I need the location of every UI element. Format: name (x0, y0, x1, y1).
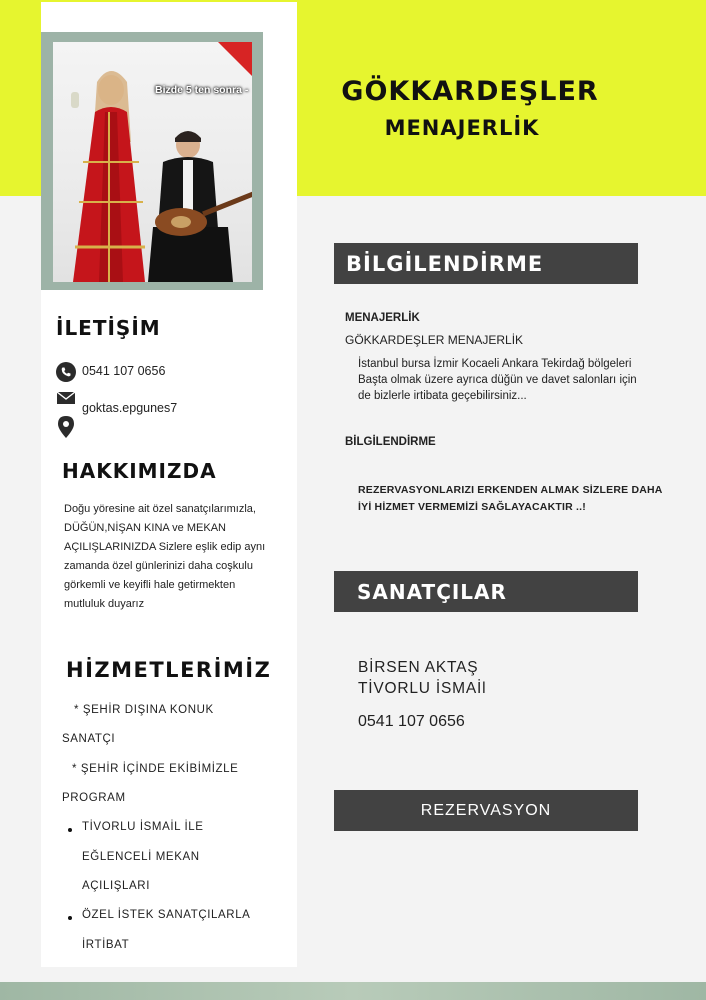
artist-photo-frame (41, 32, 263, 290)
service-item-city-program: * ŞEHİR İÇİNDE EKİBİMİZLE (72, 763, 239, 775)
artists-section-title: SANATÇILAR (357, 580, 507, 604)
service-item-opening-cont: EĞLENCELİ MEKAN (82, 851, 200, 863)
artist-name: BİRSEN AKTAŞ (358, 659, 479, 676)
service-item-opening: TİVORLU İSMAİL İLE (82, 821, 204, 833)
about-heading: HAKKIMIZDA (62, 459, 217, 483)
bottom-accent-band (0, 982, 706, 1000)
info-description-line: Başta olmak üzere ayrıca düğün ve davet salonları için (358, 374, 637, 386)
reservation-notice-line: İYİ HİZMET VERMEMİZİ SAĞLAYACAKTIR ..! (358, 501, 586, 513)
photo-corner-ribbon (218, 42, 252, 76)
phone-number[interactable]: 0541 107 0656 (82, 364, 166, 378)
photo-overlay-text: Bizde 5 ten sonra - (155, 84, 249, 96)
service-item-special-request: ÖZEL İSTEK SANATÇILARLA (82, 909, 251, 921)
artist-photo-illustration (53, 42, 252, 282)
info-description-line: İstanbul bursa İzmir Kocaeli Ankara Tekirdağ bölgeleri (358, 358, 632, 370)
bullet-dot (68, 828, 72, 832)
info-section-title: BİLGİLENDİRME (346, 252, 544, 276)
reservation-notice-line: REZERVASYONLARIZI ERKENDEN ALMAK SİZLERE DAHA (358, 484, 663, 496)
artists-section-bar (334, 571, 638, 612)
service-item-guest-artist-cont: SANATÇI (62, 733, 116, 745)
info-section-bar (334, 243, 638, 284)
brand-title: GÖKKARDEŞLER (341, 76, 599, 107)
reservation-button[interactable]: REZERVASYON (334, 790, 638, 831)
email-row[interactable] (56, 388, 76, 408)
services-heading: HİZMETLERİMİZ (66, 658, 272, 682)
brand-subtitle: MENAJERLİK (384, 116, 540, 140)
contact-heading: İLETİŞİM (56, 316, 161, 340)
mail-icon (56, 388, 76, 408)
about-text: Doğu yöresine ait özel sanatçılarımızla, DÜĞÜN,NİŞAN KINA ve MEKAN AÇILIŞLARINIZDA Sizlere eşlik edip aynı zamanda özel günlerinizi daha coşkulu görkemli ve keyifli hale getirmekten mutluluk duyarız (64, 503, 266, 610)
service-item-guest-artist: * ŞEHİR DIŞINA KONUK (74, 704, 214, 716)
service-item-opening-cont2: AÇILIŞLARI (82, 880, 150, 892)
info-label-management: MENAJERLİK (345, 312, 420, 324)
info-description-line: de bizlerle irtibata geçebilirsiniz... (358, 390, 527, 402)
info-company-name: GÖKKARDEŞLER MENAJERLİK (345, 333, 524, 347)
phone-icon (56, 362, 76, 382)
artists-phone-number[interactable]: 0541 107 0656 (358, 713, 465, 730)
bullet-dot (68, 916, 72, 920)
service-item-city-program-cont: PROGRAM (62, 792, 126, 804)
email-address[interactable]: goktas.epgunes7 (82, 401, 178, 415)
phone-row[interactable] (56, 362, 76, 382)
location-row (56, 415, 76, 439)
service-item-special-request-cont: İRTİBAT (82, 939, 130, 951)
info-label-notice: BİLGİLENDİRME (345, 436, 436, 448)
artist-name: TİVORLU İSMAİl (358, 680, 487, 697)
artist-photo (53, 42, 252, 282)
location-pin-icon (56, 415, 76, 439)
